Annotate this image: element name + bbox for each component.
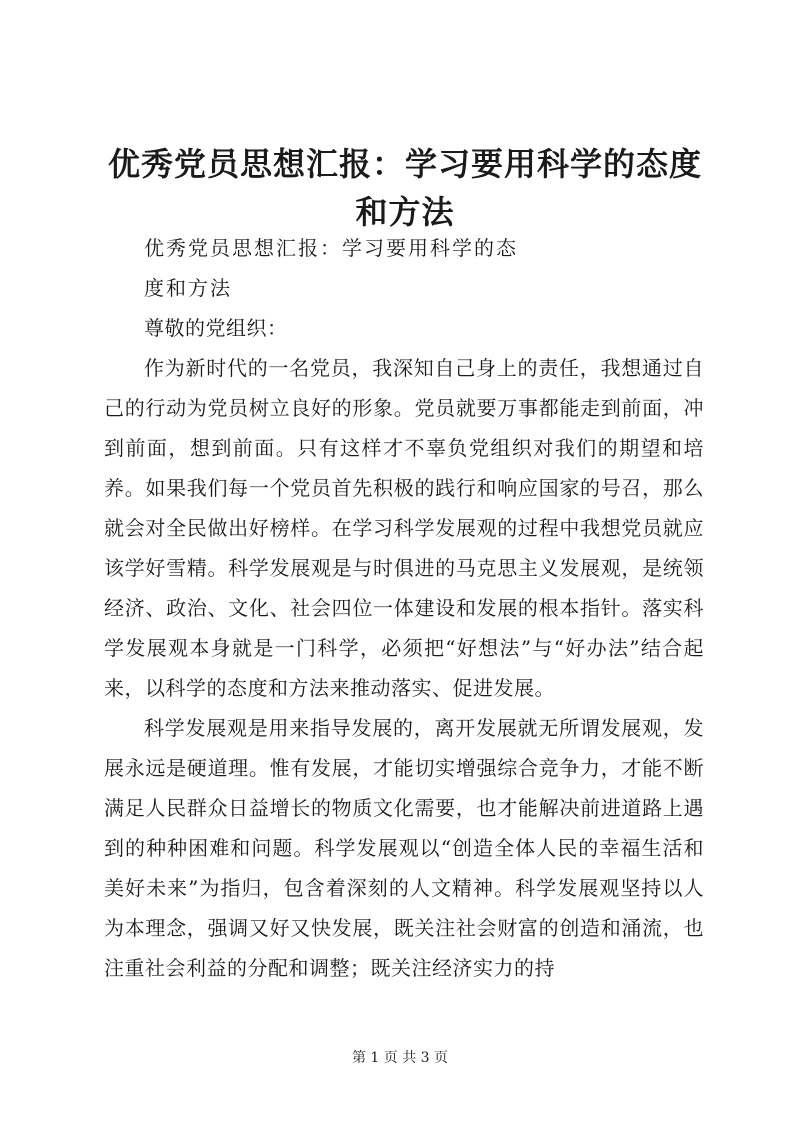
document-title: 优秀党员思想汇报：学习要用科学的态度和方法 — [107, 145, 702, 231]
document-body — [104, 228, 704, 988]
subtitle-line-1: 优秀党员思想汇报：学习要用科学的态 — [144, 236, 518, 260]
page-footer: 第 1 页 共 3 页 — [351, 1050, 449, 1066]
salutation: 尊敬的党组织： — [144, 316, 288, 340]
subtitle-line-2: 度和方法 — [144, 276, 232, 300]
paragraph: 作为新时代的一名党员，我深知自己身上的责任，我想通过自己的行动为党员树立良好的形象。党员就要万事都能走到前面，冲到前面，想到前面。只有这样才不辜负党组织对我们的期望和培养。如果我们每一个党员首先积极的践行和响应国家的号召，那么就会对全民做出好榜样。在学习科学发展观的过程中我想党员就应该学好雪精。科学发展观是与时俱进的马克思主义发展观，是统领经济、政治、文化、社会四位一体建设和发展的根本指针。落实科学发展观本身就是一门科学，必须把“好想法”与“好办法”结合起来，以科学的态度和方法来推动落实、促进发展。 — [104, 356, 704, 700]
paragraph: 科学发展观是用来指导发展的，离开发展就无所谓发展观，发展永远是硬道理。惟有发展，才能切实增强综合竞争力，才能不断满足人民群众日益增长的物质文化需要，也才能解决前进道路上遇到的种种困难和问题。科学发展观以“创造全体人民的幸福生活和美好未来”为指归，包含着深刻的人文精神。科学发展观坚持以人为本理念，强调又好又快发展，既关注社会财富的创造和涌流，也注重社会利益的分配和调整；既关注经济实力的持 — [104, 716, 704, 980]
